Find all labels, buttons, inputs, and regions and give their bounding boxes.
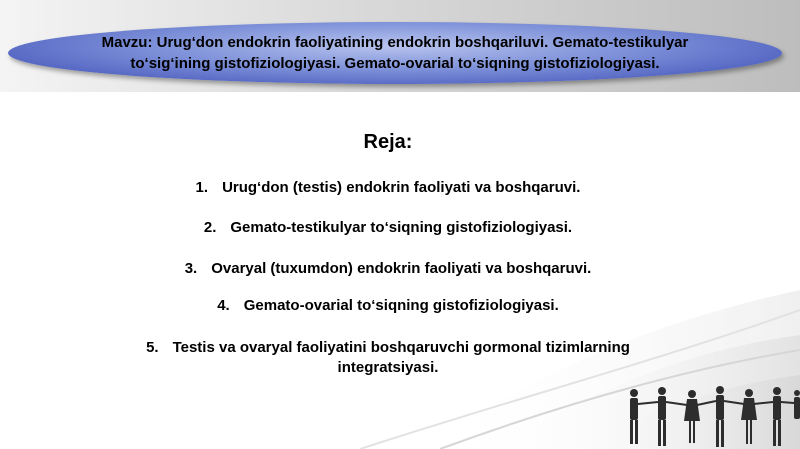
plan-item-2 [0, 218, 776, 238]
plan-item-5 [0, 338, 776, 378]
slide-title-line-2: to‘sig‘ining gistofiziologiyasi. Gemato-ovarial to‘siqning gistofiziologiyasi. [130, 55, 660, 72]
plan-heading: Reja: [363, 131, 413, 153]
plan-item-number: 3. [184, 260, 198, 277]
plan-item-number: 1. [195, 179, 209, 196]
title-banner [8, 22, 782, 84]
plan-item-number: 5. [146, 339, 159, 356]
plan-item-text: Gemato-testikulyar to‘siqning gistofiziologiyasi. [230, 219, 573, 236]
people-holding-hands-illustration [612, 380, 800, 449]
plan-item-4 [0, 296, 776, 316]
plan-item-number: 4. [217, 297, 230, 314]
plan-item-text: Ovaryal (tuxumdon) endokrin faoliyati va boshqaruvi. [211, 260, 592, 277]
plan-item-text: Gemato-ovarial to‘siqning gistofiziologiyasi. [243, 297, 559, 314]
plan-item-text-continued: integratsiyasi. [337, 359, 439, 376]
plan-item-1 [0, 178, 776, 198]
slide-title-line-1: Mavzu: Urug‘don endokrin faoliyatining endokrin boshqariluvi. Gemato-testikulyar [101, 34, 689, 51]
slide-title [55, 32, 735, 74]
plan-item-text: Urug‘don (testis) endokrin faoliyati va boshqaruvi. [222, 179, 581, 196]
plan-item-3 [0, 259, 776, 279]
plan-item-number: 2. [203, 219, 217, 236]
plan-item-text: Testis va ovaryal faoliyatini boshqaruvchi gormonal tizimlarning [172, 339, 630, 356]
